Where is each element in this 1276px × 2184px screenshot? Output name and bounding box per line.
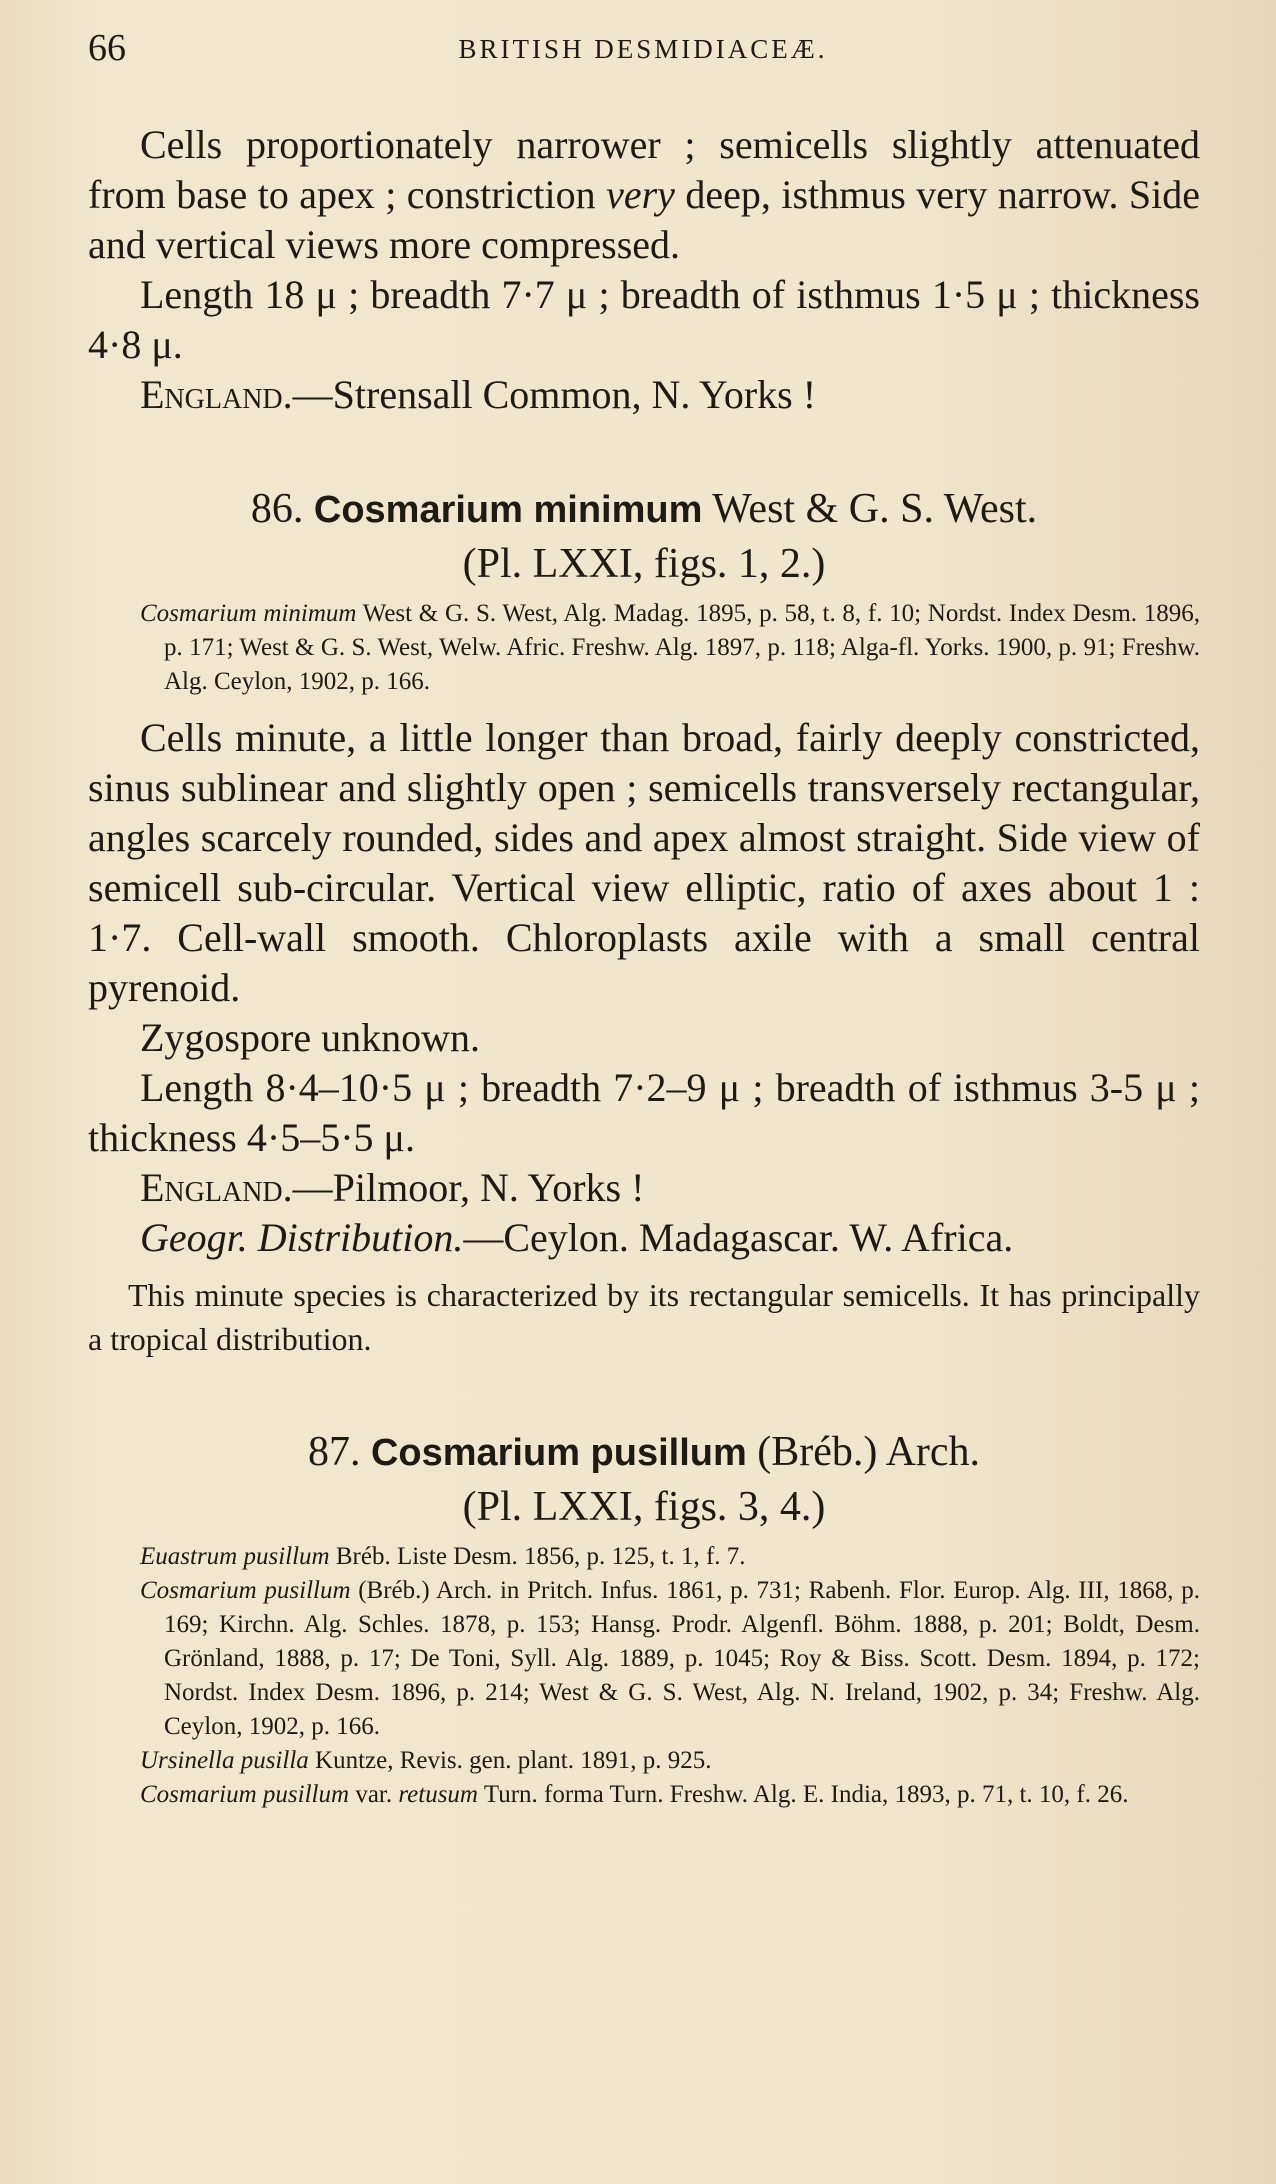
species-86-name: Cosmarium minimum [313,489,703,531]
species-86-zygospore: Zygospore unknown. [140,1015,480,1060]
continued-locality: England.—Strensall Common, N. Yorks ! [140,372,817,417]
continued-description: Cells proportionately narrower ; semicells slightly attenuated from base to apex ; constriction very deep, isthmus very narrow. Side and vertical views more compressed. [88,122,1201,267]
synonym-entry: Cosmarium pusillum var. retusum Turn. forma Turn. Freshw. Alg. E. India, 1893, p. 71, t. 10, f. 26. [140,1781,1129,1808]
page-header [88,26,1198,76]
species-86-measurements: Length 8·4–10·5 μ ; breadth 7·2–9 μ ; breadth of isthmus 3-5 μ ; thickness 4·5–5·5 μ. [88,1065,1200,1160]
continued-measurements: Length 18 μ ; breadth 7·7 μ ; breadth of isthmus 1·5 μ ; thickness 4·8 μ. [88,272,1200,367]
species-86-synonymy: Cosmarium minimum West & G. S. West, Alg. Madag. 1895, p. 58, t. 8, f. 10; Nordst. Index Desm. 1896, p. 171; West & G. S. West, Welw. Afric. Freshw. Alg. 1897, p. 118; Alga-fl. Yorks. 1900, p. 91; Freshw. Alg. Ceylon, 1902, p. 166. [140,600,1200,695]
synonym-entry: Ursinella pusilla Kuntze, Revis. gen. plant. 1891, p. 925. [140,1747,712,1774]
species-86-heading: 86. Cosmarium minimum West & G. S. West. [250,486,1038,532]
species-87-name: Cosmarium pusillum [370,1432,747,1474]
species-87-heading: 87. Cosmarium pusillum (Bréb.) Arch. [307,1429,981,1475]
species-87-plate: (Pl. LXXI, figs. 3, 4.) [462,1484,826,1530]
synonym-entry: Cosmarium pusillum (Bréb.) Arch. in Pritch. Infus. 1861, p. 731; Rabenh. Flor. Europ. Alg. III, 1868, p. 169; Kirchn. Alg. Schles. 1878, p. 153; Hansg. Prodr. Algenfl. Böhm. 1888, p. 201; Boldt, Desm. Grönland, 1888, p. 17; De Toni, Syll. Alg. 1889, p. 1045; Roy & Biss. Scott. Desm. 1894, p. 172; Nordst. Index Desm. 1896, p. 214; West & G. S. West, Alg. N. Ireland, 1902, p. 34; Freshw. Alg. Ceylon, 1902, p. 166. [140,1577,1200,1740]
species-86-distribution: Geogr. Distribution.—Ceylon. Madagascar. W. Africa. [140,1215,1014,1260]
species-86-description: Cells minute, a little longer than broad, fairly deeply constricted, sinus sublinear and slightly open ; semicells transversely rectangular, angles scarcely rounded, sides and apex almost straight. Side view of semicell sub-circular. Vertical view elliptic, ratio of axes about 1 : 1·7. Cell-wall smooth. Chloroplasts axile with a small central pyrenoid. [88,715,1200,1010]
species-87-synonymy [88,1540,1200,1812]
synonym-entry: Euastrum pusillum Bréb. Liste Desm. 1856, p. 125, t. 1, f. 7. [140,1543,746,1570]
species-86-note: This minute species is characterized by its rectangular semicells. It has principally a tropical distribution. [88,1277,1200,1357]
species-86-locality: England.—Pilmoor, N. Yorks ! [140,1165,645,1210]
page-text [88,120,1200,1826]
page-number: 66 [88,27,126,69]
running-head: BRITISH DESMIDIACEÆ. [458,34,828,64]
species-86-plate: (Pl. LXXI, figs. 1, 2.) [462,541,826,587]
